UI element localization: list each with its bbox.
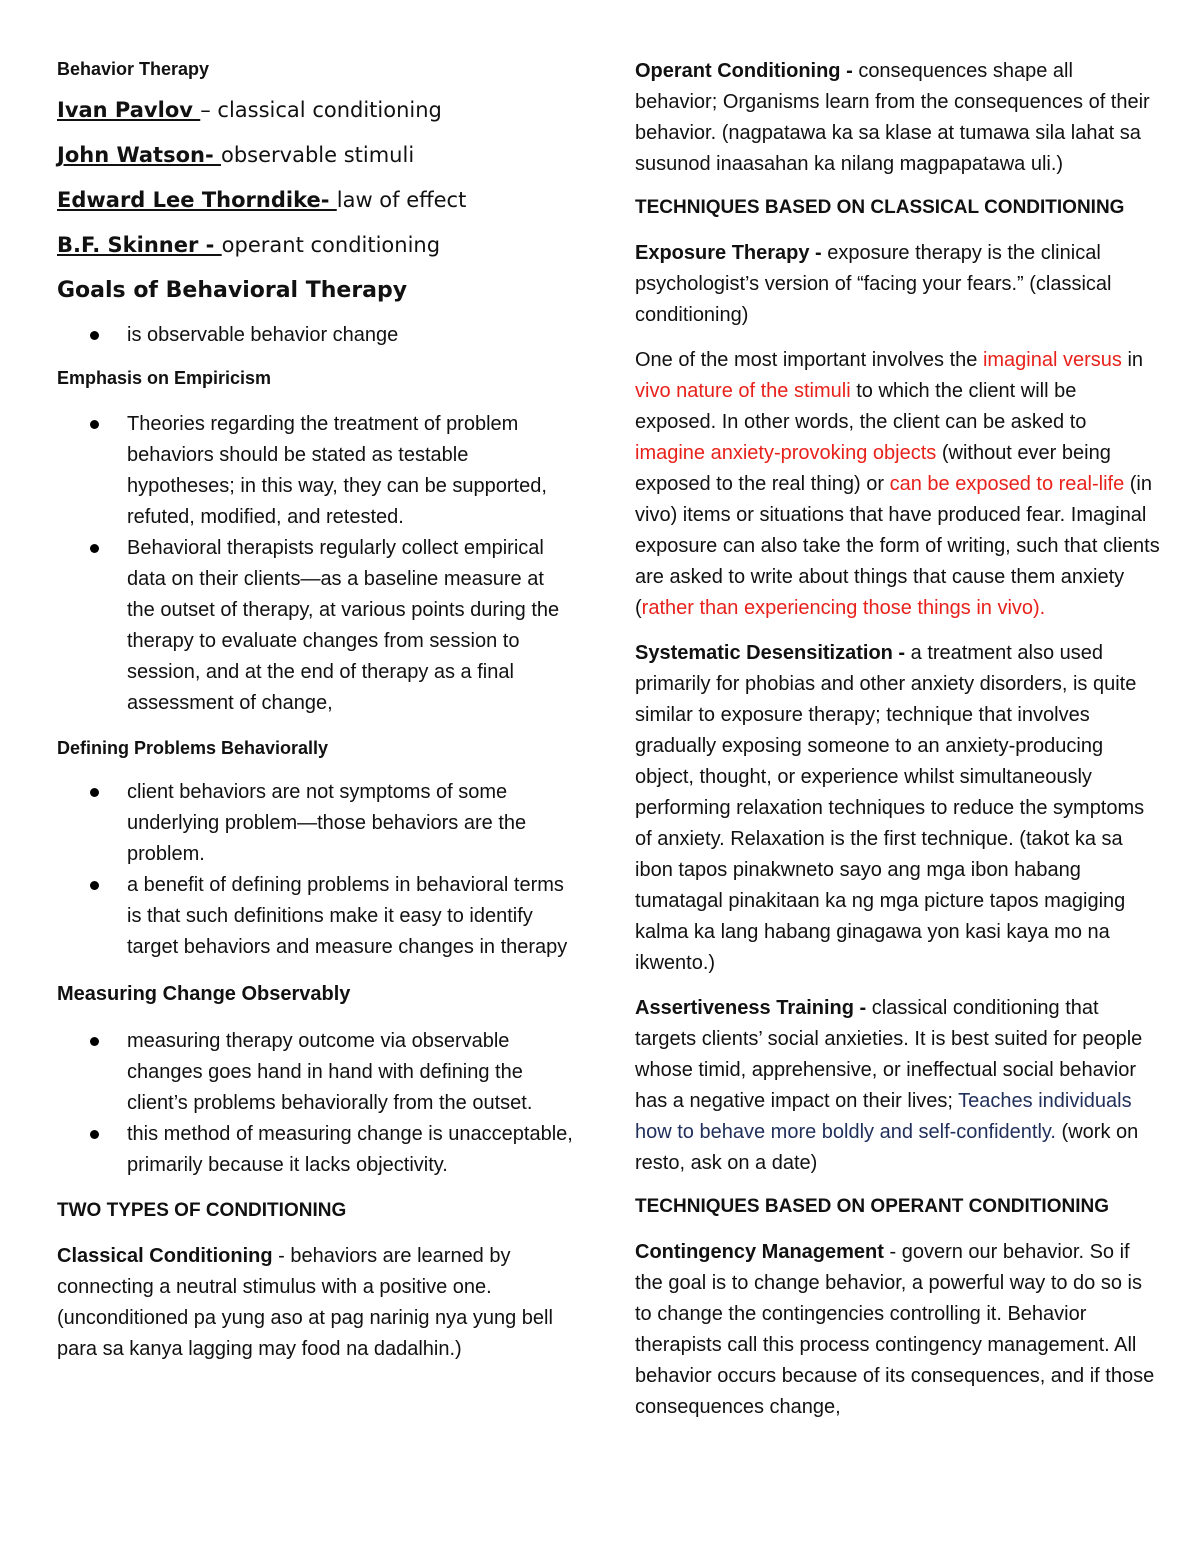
imaginal-exposure-paragraph: One of the most important involves the imaginal versus in vivo nature of the stimuli to which the client will be exposed. In other words, the client can be asked to imagine anxiety-provoking objects (without ever being exposed to the real thing) or can be exposed to real-life (in vivo) items or situations that have produced fear. Imaginal exposure can also take the form of writing, such that clients are asked to write about things that cause them anxiety (rather than experiencing those things in vivo). <box>635 349 1160 619</box>
list-item: measuring therapy outcome via observable changes goes hand in hand with defining the client’s problems behaviorally from the outset. <box>57 1026 577 1119</box>
list-item: client behaviors are not symptoms of some underlying problem—those behaviors are the problem. <box>57 777 577 870</box>
classical-techniques-heading: TECHNIQUES BASED ON CLASSICAL CONDITIONING <box>635 197 1125 218</box>
list-item: this method of measuring change is unacceptable, primarily because it lacks objectivity. <box>57 1119 577 1181</box>
person-skinner: B.F. Skinner - operant conditioning <box>57 233 441 257</box>
list-item: a benefit of defining problems in behavioral terms is that such definitions make it easy to identify target behaviors and measure changes in therapy <box>57 870 577 963</box>
right-column <box>635 56 1160 1423</box>
contingency-management-paragraph: Contingency Management - govern our behavior. So if the goal is to change behavior, a powerful way to do so is to change the contingencies controlling it. Behavior therapists call this process contingency management. All behavior occurs because of its consequences, and if those consequences change, <box>635 1241 1155 1418</box>
systematic-desensitization-paragraph: Systematic Desensitization - a treatment also used primarily for phobias and other anxiety disorders, is quite similar to exposure therapy; technique that involves gradually exposing someone to an anxiety-producing object, thought, or experience whilst simultaneously performing relaxation techniques to reduce the symptoms of anxiety. Relaxation is the first technique. (takot ka sa ibon tapos pinakwneto sayo ang mga ibon habang tumatagal pinakitaan ka ng mga picture tapos magiging kalma ka lang habang ginagawa yon kasi kaya mo na ikwento.) <box>635 642 1145 974</box>
operant-conditioning-paragraph: Operant Conditioning - consequences shape all behavior; Organisms learn from the consequences of their behavior. (nagpatawa ka sa klase at tumawa sila lahat sa susunod inaasahan ka nilang magpapatawa uli.) <box>635 60 1150 175</box>
measuring-list <box>57 1026 577 1181</box>
empiricism-heading: Emphasis on Empiricism <box>57 368 272 388</box>
person-pavlov: Ivan Pavlov – classical conditioning <box>57 98 442 122</box>
operant-techniques-heading: TECHNIQUES BASED ON OPERANT CONDITIONING <box>635 1196 1109 1217</box>
person-thorndike: Edward Lee Thorndike- law of effect <box>57 188 467 212</box>
list-item: Behavioral therapists regularly collect empirical data on their clients—as a baseline measure at the outset of therapy, at various points during the therapy to evaluate changes from session to session, and at the end of therapy as a final assessment of change, <box>57 533 577 719</box>
defining-list <box>57 777 577 963</box>
doc-title: Behavior Therapy <box>57 59 210 79</box>
defining-heading: Defining Problems Behaviorally <box>57 738 329 758</box>
person-watson: John Watson- observable stimuli <box>57 143 415 167</box>
goals-heading: Goals of Behavioral Therapy <box>57 278 408 303</box>
conditioning-heading: TWO TYPES OF CONDITIONING <box>57 1200 347 1221</box>
list-item: is observable behavior change <box>57 320 577 351</box>
empiricism-list <box>57 409 577 719</box>
goals-list <box>57 320 577 351</box>
measuring-heading: Measuring Change Observably <box>57 983 351 1005</box>
list-item: Theories regarding the treatment of problem behaviors should be stated as testable hypotheses; in this way, they can be supported, refuted, modified, and retested. <box>57 409 577 533</box>
exposure-therapy-paragraph: Exposure Therapy - exposure therapy is the clinical psychologist’s version of “facing your fears.” (classical conditioning) <box>635 242 1112 326</box>
left-column <box>57 56 577 1365</box>
assertiveness-training-paragraph: Assertiveness Training - classical conditioning that targets clients’ social anxieties. It is best suited for people whose timid, apprehensive, or ineffectual social behavior has a negative impact on their lives; Teaches individuals how to behave more boldly and self-confidently. (work on resto, ask on a date) <box>635 997 1143 1174</box>
classical-conditioning-paragraph: Classical Conditioning - behaviors are learned by connecting a neutral stimulus with a positive one. (unconditioned pa yung aso at pag narinig nya yung bell para sa kanya lagging may food na dadalhin.) <box>57 1245 553 1360</box>
